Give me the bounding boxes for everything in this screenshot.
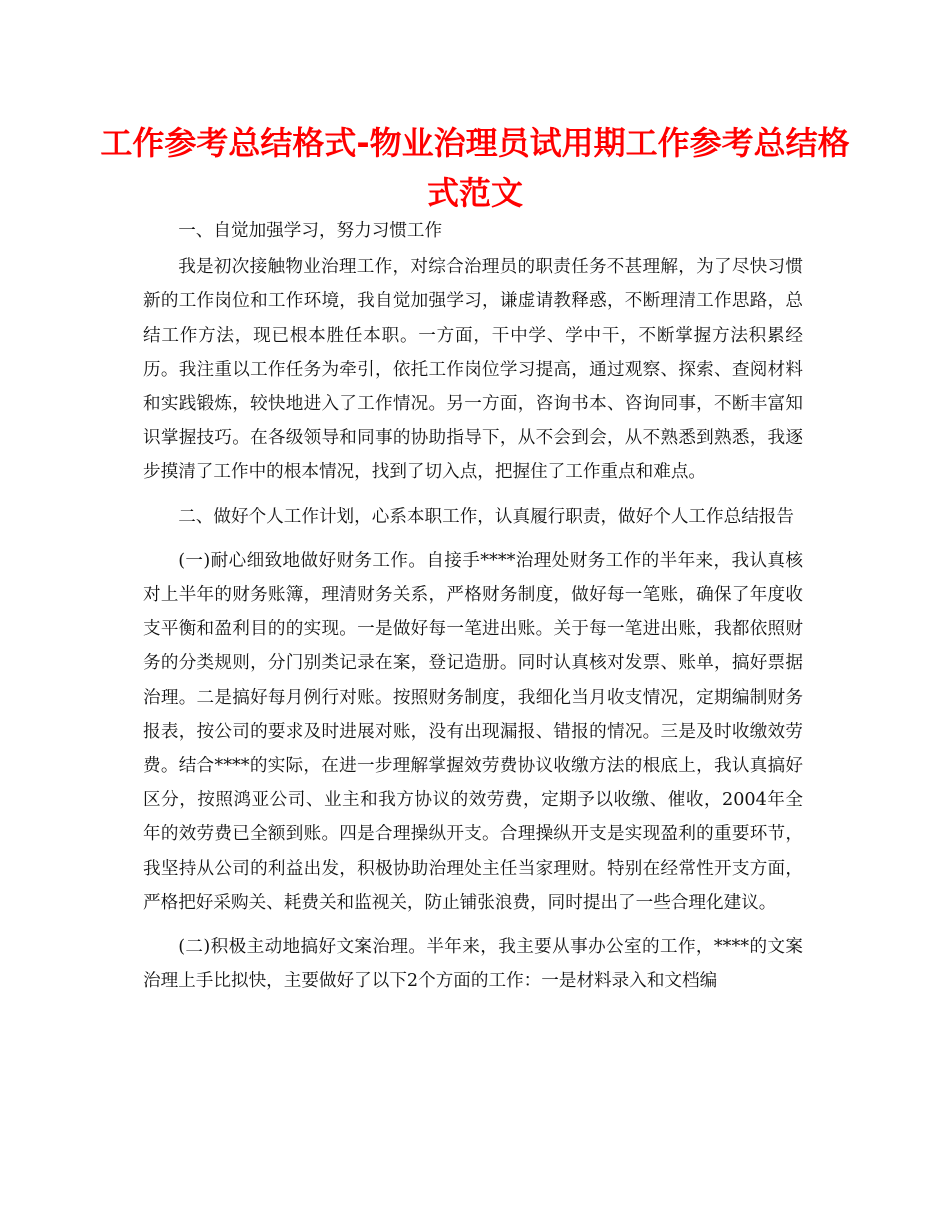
document-body [143, 214, 803, 1008]
paragraph-documents: (二)积极主动地搞好文案治理。半年来，我主要从事办公室的工作，****的文案治理上手比拟快，主要做好了以下2个方面的工作：一是材料录入和文档编 [143, 937, 803, 992]
section-heading-2: 二、做好个人工作计划，心系本职工作，认真履行职责，做好个人工作总结报告 [178, 506, 794, 527]
paragraph-finance: (一)耐心细致地做好财务工作。自接手****治理处财务工作的半年来，我认真核对上半年的财务账簿，理清财务关系，严格财务制度，做好每一笔账，确保了年度收支平衡和盈利目的的实现。一是做好每一笔进出账。关于每一笔进出账，我都依照财务的分类规则，分门别类记录在案，登记造册。同时认真核对发票、账单，搞好票据治理。二是搞好每月例行对账。按照财务制度，我细化当月收支情况，定期编制财务报表，按公司的要求及时进展对账，没有出现漏报、错报的情况。三是及时收缴效劳费。结合****的实际，在进一步理解掌握效劳费协议收缴方法的根底上，我认真搞好区分，按照鸿亚公司、业主和我方协议的效劳费，定期予以收缴、催收，2004年全年的效劳费已全额到账。四是合理操纵开支。合理操纵开支是实现盈利的重要环节，我坚持从公司的利益出发，积极协助治理处主任当家理财。特别在经常性开支方面，严格把好采购关、耗费关和监视关，防止铺张浪费，同时提出了一些合理化建议。 [143, 550, 803, 913]
paragraph-learning: 我是初次接触物业治理工作，对综合治理员的职责任务不甚理解，为了尽快习惯新的工作岗位和工作环境，我自觉加强学习，谦虚请教释惑，不断理清工作思路，总结工作方法，现已根本胜任本职。一方面，干中学、学中干，不断掌握方法积累经历。我注重以工作任务为牵引，依托工作岗位学习提高，通过观察、探索、查阅材料和实践锻炼，较快地进入了工作情况。另一方面，咨询书本、咨询同事，不断丰富知识掌握技巧。在各级领导和同事的协助指导下，从不会到会，从不熟悉到熟悉，我逐步摸清了工作中的根本情况，找到了切入点，把握住了工作重点和难点。 [143, 257, 803, 483]
section-heading-1: 一、自觉加强学习，努力习惯工作 [178, 221, 443, 241]
document-title: 工作参考总结格式-物业治理员试用期工作参考总结格式范文 [100, 124, 850, 212]
